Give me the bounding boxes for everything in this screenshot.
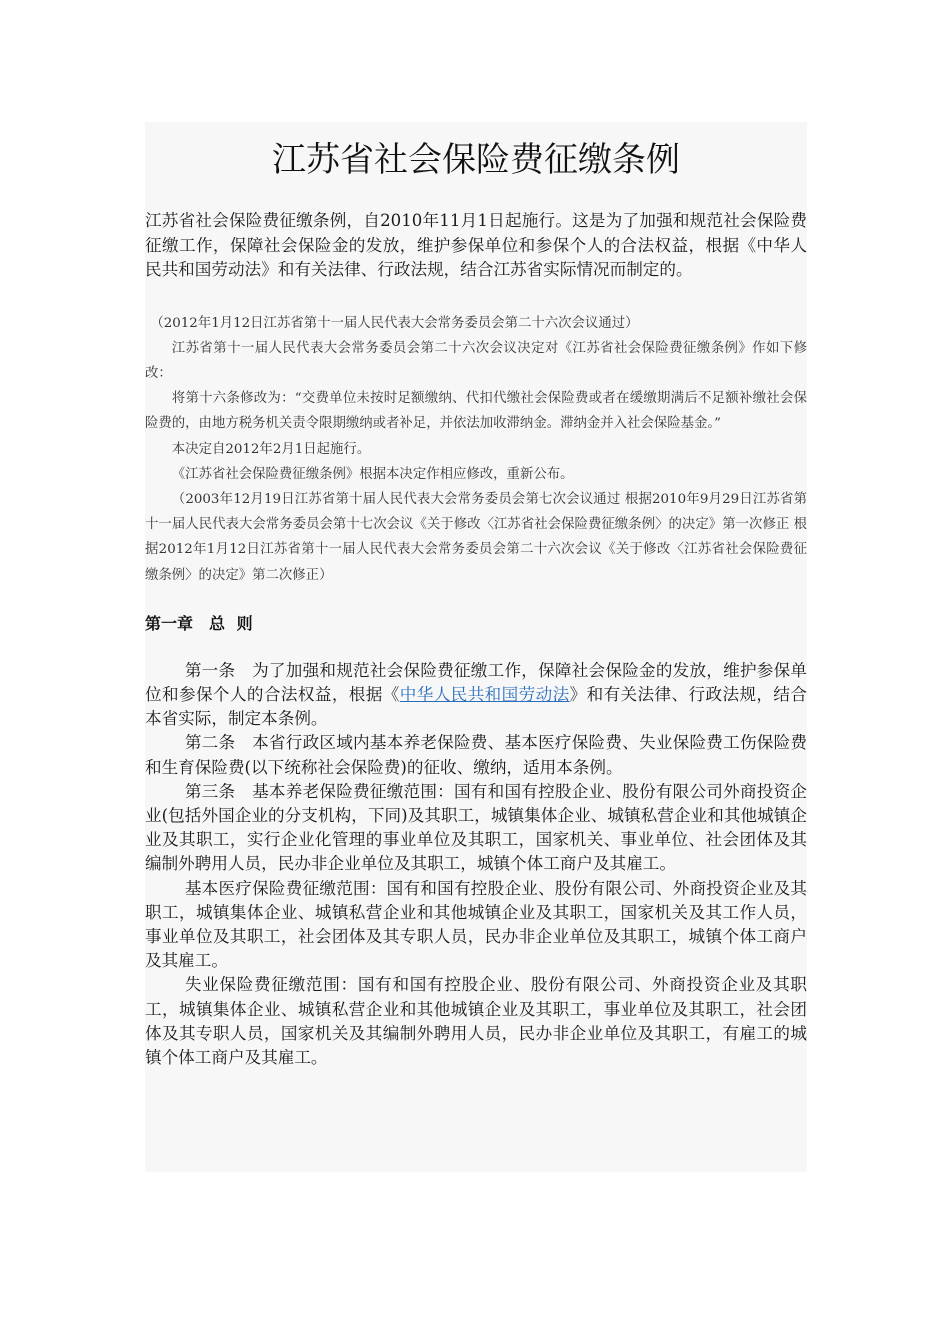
document-page xyxy=(145,122,807,1172)
amendment-article-16: 将第十六条修改为：“交费单位未按时足额缴纳、代扣代缴社会保险费或者在缓缴期满后不足额补缴社会保险费的，由地方税务机关责令限期缴纳或者补足，并依法加收滞纳金。滞纳金并入社会保险基金。” xyxy=(145,391,807,432)
amendment-effective-date: 本决定自2012年2月1日起施行。 xyxy=(171,441,371,457)
labor-law-link[interactable]: 中华人民共和国劳动法 xyxy=(399,684,570,704)
articles-block xyxy=(145,659,807,1070)
document-title: 江苏省社会保险费征缴条例 xyxy=(272,140,680,180)
intro-paragraph: 江苏省社会保险费征缴条例，自2010年11月1日起施行。这是为了加强和规范社会保险费征缴工作，保障社会保险金的发放，维护参保单位和参保个人的合法权益，根据《中华人民共和国劳动法》和有关法律、行政法规，结合江苏省实际情况而制定的。 xyxy=(145,211,807,279)
article-3: 第三条 基本养老保险费征缴范围：国有和国有控股企业、股份有限公司外商投资企业(包括外国企业的分支机构，下同)及其职工，城镇集体企业、城镇私营企业和其他城镇企业及其职工，实行企业化管理的事业单位及其职工，国家机关、事业单位、社会团体及其编制外聘用人员，民办非企业单位及其职工，城镇个体工商户及其雇工。 xyxy=(145,781,807,874)
amendment-decision: 江苏省第十一届人民代表大会常务委员会第二十六次会议决定对《江苏省社会保险费征缴条例》作如下修改： xyxy=(145,340,807,381)
article-3-medical: 基本医疗保险费征缴范围：国有和国有控股企业、股份有限公司、外商投资企业及其职工，城镇集体企业、城镇私营企业和其他城镇企业及其职工，国家机关及其工作人员，事业单位及其职工，社会团体及其专职人员，民办非企业单位及其职工，城镇个体工商户及其雇工。 xyxy=(145,878,807,971)
amendment-history: （2003年12月19日江苏省第十届人民代表大会常务委员会第七次会议通过 根据2010年9月29日江苏省第十一届人民代表大会常务委员会第十七次会议《关于修改〈江苏省社会保险费征缴条例〉的决定》第一次修正 根据2012年1月12日江苏省第十一届人民代表大会常务委员会第二十六次会议《关于修改〈江苏省社会保险费征缴条例〉的决定》第二次修正） xyxy=(145,491,807,583)
article-2: 第二条 本省行政区域内基本养老保险费、基本医疗保险费、失业保险费工伤保险费和生育保险费(以下统称社会保险费)的征收、缴纳，适用本条例。 xyxy=(145,733,807,777)
chapter-heading: 第一章 总 则 xyxy=(145,613,253,633)
amendment-note: （2012年1月12日江苏省第十一届人民代表大会常务委员会第二十六次会议通过） xyxy=(150,315,639,331)
amendment-republish: 《江苏省社会保险费征缴条例》根据本决定作相应修改，重新公布。 xyxy=(171,466,574,482)
amendment-block xyxy=(145,311,807,588)
article-3-unemployment: 失业保险费征缴范围：国有和国有控股企业、股份有限公司、外商投资企业及其职工，城镇集体企业、城镇私营企业和其他城镇企业及其职工，事业单位及其职工，社会团体及其专职人员，国家机关及其编制外聘用人员，民办非企业单位及其职工，有雇工的城镇个体工商户及其雇工。 xyxy=(145,975,807,1067)
article-1-text-after: 》和有关法律、行政法规，结合本省实际，制定本条例。 xyxy=(145,684,807,729)
article-1-text-before: 第一条 为了加强和规范社会保险费征缴工作，保障社会保险金的发放，维护参保单位和参保个人的合法权益，根据《 xyxy=(145,660,807,704)
article-1 xyxy=(145,659,807,732)
